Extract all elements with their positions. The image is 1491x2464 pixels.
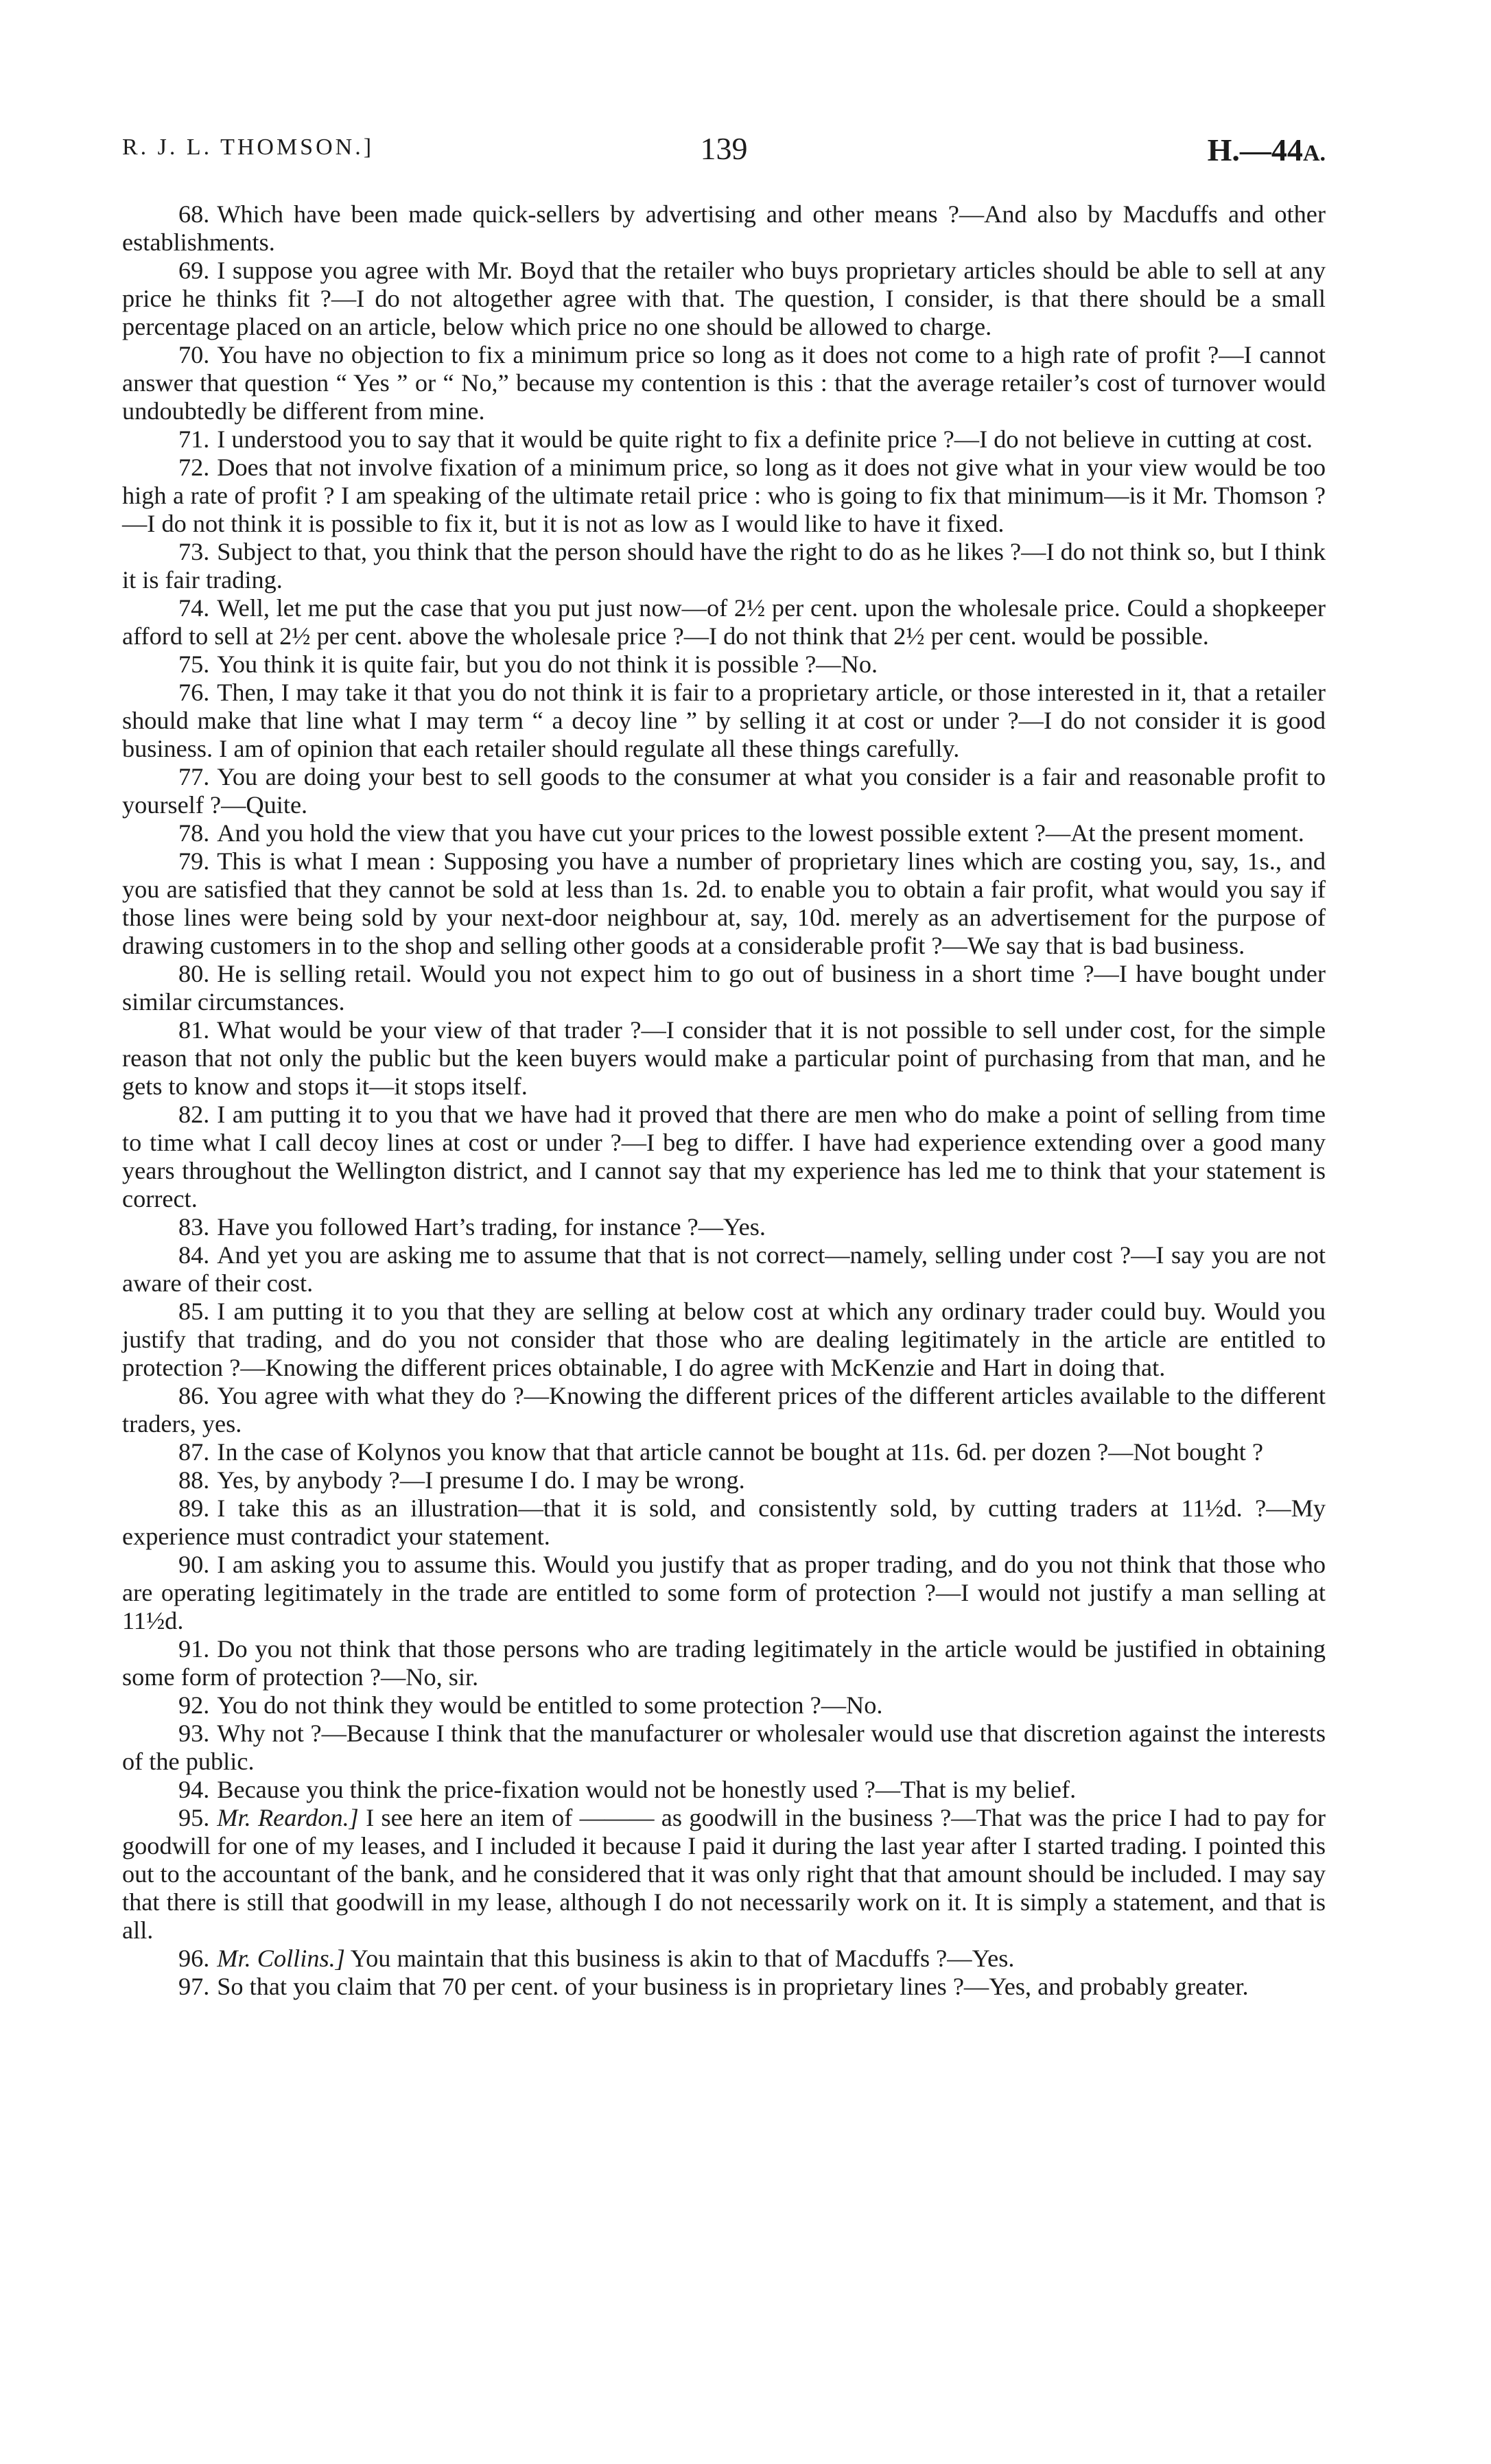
speaker-name: Mr. Collins.] — [217, 1945, 345, 1972]
document-reference-suffix: A. — [1302, 141, 1326, 166]
question-answer-text: I am putting it to you that they are selling at below cost at which any ordinary trader could buy. Would you justify that trading, and do you not consider that those who are dealing legitimately in the article are entitled to protection ?—Knowing the different prices obtainable, I do agree with McKenzie and Hart in doing that. — [122, 1298, 1326, 1381]
testimony-paragraph — [122, 1804, 1326, 1945]
question-number: 68. — [178, 200, 210, 228]
question-answer-text: You agree with what they do ?—Knowing the different prices of the different articles available to the different traders, yes. — [122, 1382, 1326, 1438]
question-number: 71. — [178, 425, 210, 453]
question-answer-text: He is selling retail. Would you not expect him to go out of business in a short time ?—I have bought under similar circumstances. — [122, 960, 1326, 1016]
question-number: 77. — [178, 763, 210, 790]
question-number: 92. — [178, 1691, 210, 1719]
question-answer-text: So that you claim that 70 per cent. of your business is in proprietary lines ?—Yes, and probably greater. — [217, 1973, 1249, 2000]
question-answer-text: Which have been made quick-sellers by advertising and other means ?—And also by Macduffs and other establishments. — [122, 200, 1326, 256]
question-number: 78. — [178, 819, 210, 847]
question-number: 84. — [178, 1241, 210, 1269]
question-answer-text: Well, let me put the case that you put just now—of 2½ per cent. upon the wholesale price. Could a shopkeeper afford to sell at 2½ per cent. above the wholesale price ?—I do not think that 2½ per cent. would be possible. — [122, 594, 1326, 650]
question-answer-text: And you hold the view that you have cut your prices to the lowest possible extent ?—At the present moment. — [217, 819, 1304, 847]
testimony-paragraph — [122, 341, 1326, 425]
question-number: 81. — [178, 1016, 210, 1044]
testimony-paragraph — [122, 1635, 1326, 1691]
question-answer-text: You are doing your best to sell goods to the consumer at what you consider is a fair and reasonable profit to yourself ?—Quite. — [122, 763, 1326, 819]
testimony-paragraph — [122, 257, 1326, 341]
question-answer-text: I suppose you agree with Mr. Boyd that the retailer who buys proprietary articles should be able to sell at any price he thinks fit ?—I do not altogether agree with that. The question, I consider, is that there should be a small percentage placed on an article, below which price no one should be allowed to charge. — [122, 257, 1326, 340]
question-number: 83. — [178, 1213, 210, 1241]
question-number: 72. — [178, 454, 210, 481]
page-number: 139 — [700, 131, 748, 166]
testimony-paragraph — [122, 200, 1326, 257]
testimony-body — [122, 200, 1326, 2001]
testimony-paragraph — [122, 960, 1326, 1016]
testimony-paragraph — [122, 1466, 1326, 1494]
question-answer-text: I see here an item of ——— as goodwill in the business ?—That was the price I had to pay for goodwill for one of my leases, and I included it because I paid it during the last year after I started trading. I pointed this out to the accountant of the bank, and he considered that it was only right that that amount should be included. I may say that there is still that goodwill in my lease, although I do not necessarily work on it. It is simply a statement, and that is all. — [122, 1804, 1326, 1944]
testimony-paragraph — [122, 454, 1326, 538]
testimony-paragraph — [122, 594, 1326, 650]
question-answer-text: Does that not involve fixation of a minimum price, so long as it does not give what in your view would be too high a rate of profit ? I am speaking of the ultimate retail price : who is going to fix that minimum—is it Mr. Thomson ?—I do not think it is possible to fix it, but it is not as low as I would like to have it fixed. — [122, 454, 1326, 537]
question-number: 89. — [178, 1494, 210, 1522]
testimony-paragraph — [122, 1720, 1326, 1776]
testimony-paragraph — [122, 1945, 1326, 1973]
testimony-paragraph — [122, 1973, 1326, 2001]
question-number: 90. — [178, 1551, 210, 1578]
question-answer-text: In the case of Kolynos you know that that article cannot be bought at 11s. 6d. per dozen ?—Not bought ? — [217, 1438, 1264, 1466]
testimony-paragraph — [122, 1382, 1326, 1438]
question-number: 80. — [178, 960, 210, 987]
question-number: 69. — [178, 257, 210, 284]
testimony-paragraph — [122, 538, 1326, 594]
speaker-name: Mr. Reardon.] — [217, 1804, 359, 1831]
question-answer-text: I understood you to say that it would be quite right to fix a definite price ?—I do not believe in cutting at cost. — [217, 425, 1313, 453]
testimony-paragraph — [122, 1016, 1326, 1101]
testimony-paragraph — [122, 1241, 1326, 1298]
question-answer-text: Because you think the price-fixation would not be honestly used ?—That is my belief. — [217, 1776, 1077, 1803]
question-number: 87. — [178, 1438, 210, 1466]
question-number: 82. — [178, 1101, 210, 1128]
question-number: 93. — [178, 1720, 210, 1747]
question-number: 74. — [178, 594, 210, 622]
testimony-paragraph — [122, 650, 1326, 679]
question-answer-text: Have you followed Hart’s trading, for instance ?—Yes. — [217, 1213, 766, 1241]
testimony-paragraph — [122, 679, 1326, 763]
question-number: 96. — [178, 1945, 210, 1972]
question-number: 97. — [178, 1973, 210, 2000]
document-reference — [1208, 132, 1326, 168]
question-answer-text: I am asking you to assume this. Would you justify that as proper trading, and do you not think that those who are operating legitimately in the trade are entitled to some form of protection ?—I would not justify a man selling at 11½d. — [122, 1551, 1326, 1634]
testimony-paragraph — [122, 1691, 1326, 1720]
question-number: 95. — [178, 1804, 210, 1831]
question-answer-text: You do not think they would be entitled to some protection ?—No. — [217, 1691, 883, 1719]
question-answer-text: I am putting it to you that we have had it proved that there are men who do make a point of selling from time to time what I call decoy lines at cost or under ?—I beg to differ. I have had experience extending over a good many years throughout the Wellington district, and I cannot say that my experience has led me to think that your statement is correct. — [122, 1101, 1326, 1212]
question-answer-text: Subject to that, you think that the person should have the right to do as he likes ?—I do not think so, but I think it is fair trading. — [122, 538, 1326, 594]
question-answer-text: You maintain that this business is akin to that of Macduffs ?—Yes. — [350, 1945, 1015, 1972]
witness-name: R. J. L. THOMSON.] — [122, 134, 375, 160]
question-answer-text: Why not ?—Because I think that the manufacturer or wholesaler would use that discretion against the interests of the public. — [122, 1720, 1326, 1775]
question-number: 75. — [178, 650, 210, 678]
question-answer-text: You think it is quite fair, but you do not think it is possible ?—No. — [217, 650, 878, 678]
testimony-paragraph — [122, 1551, 1326, 1635]
question-answer-text: You have no objection to fix a minimum price so long as it does not come to a high rate of profit ?—I cannot answer that question “ Yes ” or “ No,” because my contention is this : that the average retailer’s cost of turnover would undoubtedly be different from mine. — [122, 341, 1326, 425]
question-number: 79. — [178, 847, 210, 875]
question-answer-text: Do you not think that those persons who are trading legitimately in the article would be justified in obtaining some form of protection ?—No, sir. — [122, 1635, 1326, 1691]
testimony-paragraph — [122, 1101, 1326, 1213]
question-number: 86. — [178, 1382, 210, 1409]
question-number: 88. — [178, 1466, 210, 1494]
question-answer-text: Yes, by anybody ?—I presume I do. I may be wrong. — [217, 1466, 745, 1494]
testimony-paragraph — [122, 1298, 1326, 1382]
document-reference-prefix: H.—44 — [1207, 132, 1303, 167]
testimony-paragraph — [122, 763, 1326, 819]
question-answer-text: This is what I mean : Supposing you have a number of proprietary lines which are costing you, say, 1s., and you are satisfied that they cannot be sold at less than 1s. 2d. to enable you to obtain a fair profit, what would you say if those lines were being sold by your next-door neighbour at, say, 10d. merely as an advertisement for the purpose of drawing customers in to the shop and selling other goods at a considerable profit ?—We say that is bad business. — [122, 847, 1326, 959]
question-number: 73. — [178, 538, 210, 565]
question-number: 70. — [178, 341, 210, 368]
testimony-paragraph — [122, 1213, 1326, 1241]
testimony-paragraph — [122, 1776, 1326, 1804]
question-answer-text: What would be your view of that trader ?—I consider that it is not possible to sell under cost, for the simple reason that not only the public but the keen buyers would make a particular point of purchasing from that man, and he gets to know and stops it—it stops itself. — [122, 1016, 1326, 1100]
testimony-paragraph — [122, 819, 1326, 847]
question-answer-text: And yet you are asking me to assume that that is not correct—namely, selling under cost ?—I say you are not aware of their cost. — [122, 1241, 1326, 1297]
testimony-paragraph — [122, 847, 1326, 960]
testimony-paragraph — [122, 425, 1326, 454]
question-number: 94. — [178, 1776, 210, 1803]
question-number: 76. — [178, 679, 210, 706]
question-number: 91. — [178, 1635, 210, 1663]
testimony-paragraph — [122, 1438, 1326, 1466]
question-answer-text: Then, I may take it that you do not think it is fair to a proprietary article, or those interested in it, that a retailer should make that line what I may term “ a decoy line ” by selling it at cost or under ?—I do not consider it is good business. I am of opinion that each retailer should regulate all these things carefully. — [122, 679, 1326, 762]
question-answer-text: I take this as an illustration—that it is sold, and consistently sold, by cutting traders at 11½d. ?—My experience must contradict your statement. — [122, 1494, 1326, 1550]
question-number: 85. — [178, 1298, 210, 1325]
testimony-paragraph — [122, 1494, 1326, 1551]
page-header — [122, 131, 1326, 176]
